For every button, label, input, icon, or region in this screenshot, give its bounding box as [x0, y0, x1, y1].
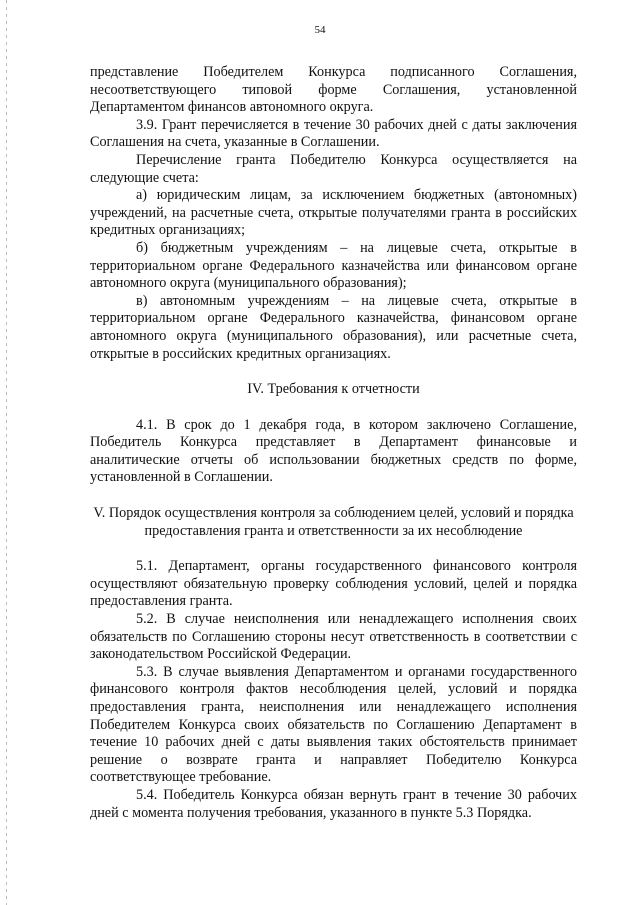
paragraph-continuation: представление Победителем Конкурса подписанного Соглашения, несоответствующего типовой форме Соглашения, установленной Департаментом финансов автономного округа. — [90, 64, 577, 116]
paragraph-item-a: а) юридическим лицам, за исключением бюджетных (автономных) учреждений, на расчетные счета, открытые получателями гранта в российских кредитных организациях; — [90, 187, 577, 239]
scan-edge-line — [6, 0, 7, 905]
paragraph-item-v: в) автономным учреждениям – на лицевые счета, открытые в территориальном органе Федерального казначейства, финансовом органе автономного округа (муниципального образования), или расчетные счета, открытые в российских кредитных организациях. — [90, 292, 577, 362]
paragraph-5-2: 5.2. В случае неисполнения или ненадлежащего исполнения своих обязательств по Соглашению стороны несут ответственность в соответствии с законодательством Российской Федерации. — [90, 611, 577, 663]
paragraph-5-1: 5.1. Департамент, органы государственного финансового контроля осуществляют обязательную проверку соблюдения условий, целей и порядка предоставления гранта. — [90, 558, 577, 610]
section-5-heading: V. Порядок осуществления контроля за соблюдением целей, условий и порядка предоставления гранта и ответственности за их несоблюдение — [93, 505, 574, 539]
paragraph-4-1: 4.1. В срок до 1 декабря года, в котором заключено Соглашение, Победитель Конкурса представляет в Департамент финансовые и аналитические отчеты об использовании бюджетных средств по форме, установленной в Соглашении. — [90, 416, 577, 486]
paragraph-5-3: 5.3. В случае выявления Департаментом и органами государственного финансового контроля фактов несоблюдения целей, условий и порядка предоставления гранта, неисполнения или ненадлежащего исполнения Победителем Конкурса своих обязательств по Соглашению Департамент в течение 10 рабочих дней с даты выявления таких обстоятельств принимает решение о возврате гранта и направляет Победителю Конкурса соответствующее требование. — [90, 663, 577, 786]
paragraph-item-b: б) бюджетным учреждениям – на лицевые счета, открытые в территориальном органе Федерального казначейства или финансовом органе автономного округа (муниципального образования); — [90, 239, 577, 292]
paragraph-5-4: 5.4. Победитель Конкурса обязан вернуть грант в течение 30 рабочих дней с момента получения требования, указанного в пункте 5.3 Порядка. — [90, 786, 577, 821]
document-body — [90, 64, 577, 822]
page-number: 54 — [314, 24, 326, 36]
paragraph-3-9: 3.9. Грант перечисляется в течение 30 рабочих дней с даты заключения Соглашения на счета, указанные в Соглашении. — [90, 116, 577, 151]
section-4-heading: IV. Требования к отчетности — [247, 381, 420, 398]
paragraph-transfer-accounts: Перечисление гранта Победителю Конкурса осуществляется на следующие счета: — [90, 151, 577, 186]
